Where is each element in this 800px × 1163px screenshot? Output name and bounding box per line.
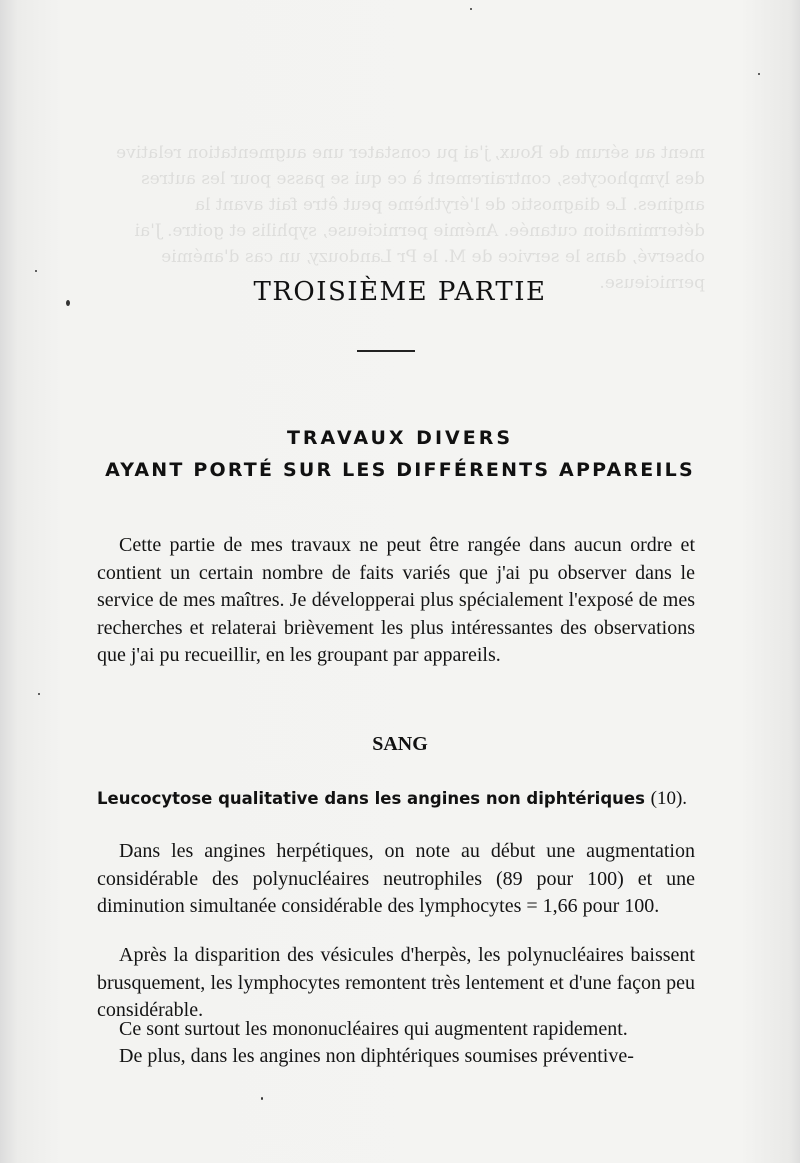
paragraph-3: Ce sont surtout les mononucléaires qui augmentent rapidement.: [119, 1018, 628, 1040]
subsection-heading-text: Leucocytose qualitative dans les angines non diphtériques: [97, 789, 645, 808]
subsection-reference: (10).: [650, 788, 688, 809]
part-title: TROISIÈME PARTIE: [253, 277, 547, 307]
paragraph-2: Après la disparition des vésicules d'herpès, les polynucléaires baissent brusquement, les lymphocytes remontent très lentement et d'une façon peu considérable.: [97, 944, 695, 1021]
bleed-through-text: ment au sérum de Roux, j'ai pu constater une augmentation relative des lymphocytes, contrairement à ce qui se passe pour les autres angines. Le diagnostic de l'érythème peut être fait avant la détermination cutanée. Anémie pernicieuse, syphilis et goitre. J'ai observé, dans le service de M. le Pr Landouzy, un cas d'anémie pernicieuse.: [110, 143, 705, 293]
section-title-line1: TRAVAUX DIVERS: [286, 427, 514, 449]
ink-speck: [35, 270, 37, 272]
section-heading: SANG: [372, 733, 428, 755]
ink-speck: [470, 8, 472, 10]
section-title-line2: AYANT PORTÉ SUR LES DIFFÉRENTS APPAREILS: [105, 459, 695, 481]
subsection-heading: [97, 788, 707, 810]
ink-speck: [66, 300, 70, 306]
paragraph-4: De plus, dans les angines non diphtériques soumises préventive-: [119, 1045, 634, 1067]
ink-speck: [38, 693, 40, 695]
ink-speck: [758, 73, 760, 75]
intro-paragraph: Cette partie de mes travaux ne peut être rangée dans aucun ordre et contient un certain nombre de faits variés que j'ai pu observer dans le service de mes maîtres. Je développerai plus spécialement l'exposé de mes recherches et relaterai brièvement les plus intéressantes des observations que j'ai pu recueillir, en les groupant par appareils.: [97, 534, 695, 666]
ink-speck: [261, 1097, 263, 1100]
title-rule: [357, 350, 415, 352]
paragraph-1: Dans les angines herpétiques, on note au début une augmentation considérable des polynucléaires neutrophiles (89 pour 100) et une diminution simultanée considérable des lymphocytes = 1,66 pour 100.: [97, 840, 695, 917]
